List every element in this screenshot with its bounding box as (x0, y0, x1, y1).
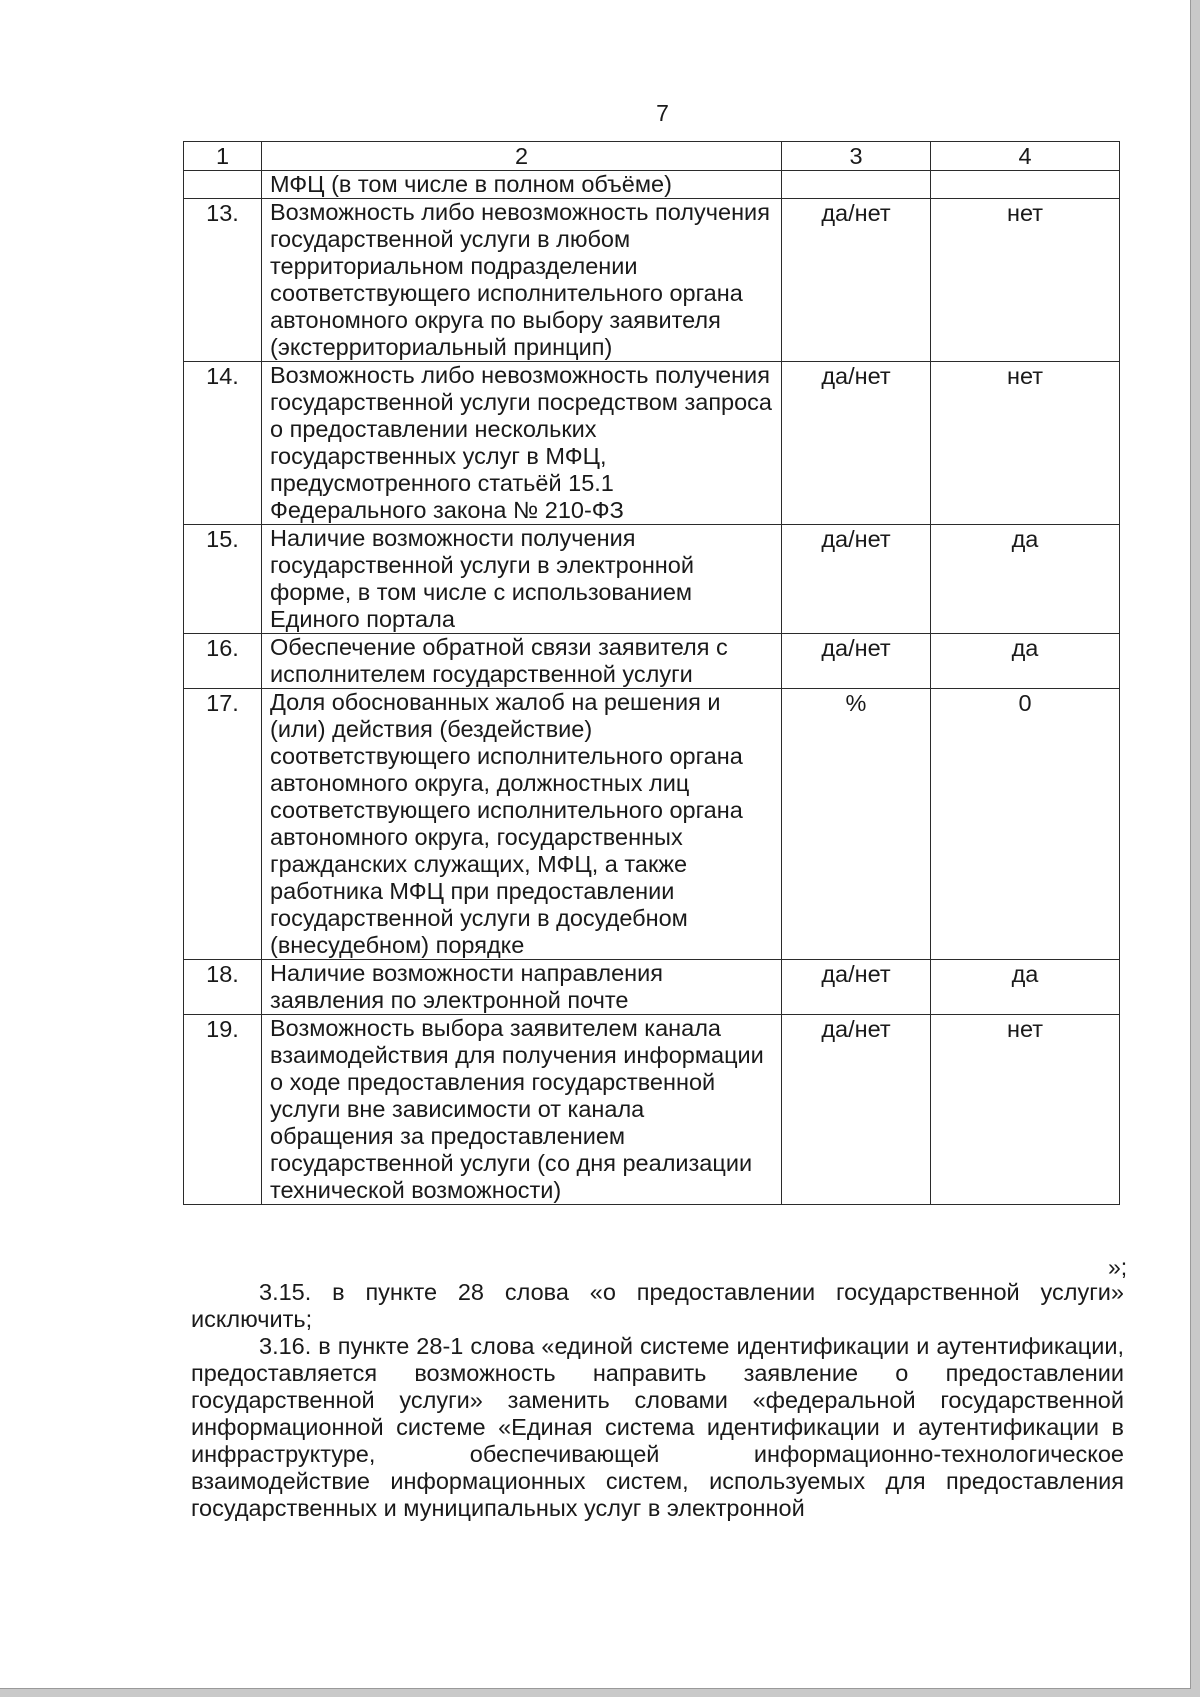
row-number: 13. (184, 199, 262, 362)
row-text: Наличие возможности получения государственной услуги в электронной форме, в том числе с использованием Единого портала (262, 525, 782, 634)
table-row (184, 689, 1120, 960)
row-number: 18. (184, 960, 262, 1015)
page-number: 7 (656, 100, 669, 126)
row-text: Обеспечение обратной связи заявителя с исполнителем государственной услуги (262, 634, 782, 689)
row-number: 15. (184, 525, 262, 634)
header-cell-1: 1 (184, 142, 262, 171)
row-text: МФЦ (в том числе в полном объёме) (262, 171, 782, 199)
header-cell-4: 4 (931, 142, 1120, 171)
row-number: 19. (184, 1015, 262, 1205)
row-number: 14. (184, 362, 262, 525)
row-text: Возможность либо невозможность получения государственной услуги в любом территориальном подразделении соответствующего исполнительного органа автономного округа по выбору заявителя (экстерриториальный принцип) (262, 199, 782, 362)
row-unit: да/нет (782, 525, 931, 634)
table-row (184, 634, 1120, 689)
row-number: 17. (184, 689, 262, 960)
table-row (184, 960, 1120, 1015)
table-row (184, 1015, 1120, 1205)
row-text: Возможность выбора заявителем канала взаимодействия для получения информации о ходе предоставления государственной услуги вне зависимости от канала обращения за предоставлением государственной услуги (со дня реализации технической возможности) (262, 1015, 782, 1205)
indicators-table (183, 141, 1120, 1205)
row-value: 0 (931, 689, 1120, 960)
row-text: Возможность либо невозможность получения государственной услуги посредством запроса о предоставлении нескольких государственных услуг в МФЦ, предусмотренного статьёй 15.1 Федерального закона № 210-ФЗ (262, 362, 782, 525)
row-value: да (931, 960, 1120, 1015)
paragraph-3-16: 3.16. в пункте 28-1 слова «единой системе идентификации и аутентификации, предоставляется возможность направить заявление о предоставлении государственной услуги» заменить словами «федеральной государственной информационной системе «Единая система идентификации и аутентификации в инфраструктуре, обеспечивающей информационно-технологическое взаимодействие информационных систем, используемых для предоставления государственных и муниципальных услуг в электронной (191, 1333, 1124, 1521)
row-unit (782, 171, 931, 199)
table-row (184, 525, 1120, 634)
row-unit: да/нет (782, 362, 931, 525)
row-unit: да/нет (782, 634, 931, 689)
paragraph-3-15: 3.15. в пункте 28 слова «о предоставлении государственной услуги» исключить; (191, 1279, 1124, 1332)
row-value: да (931, 525, 1120, 634)
row-number: 16. (184, 634, 262, 689)
row-value: нет (931, 362, 1120, 525)
row-unit: % (782, 689, 931, 960)
row-value: да (931, 634, 1120, 689)
table-row (184, 362, 1120, 525)
table-row-continuation (184, 171, 1120, 199)
row-text: Доля обоснованных жалоб на решения и (или) действия (бездействие) соответствующего исполнительного органа автономного округа, должностных лиц соответствующего исполнительного органа автономного округа, государственных гражданских служащих, МФЦ, а также работника МФЦ при предоставлении государственной услуги в досудебном (внесудебном) порядке (262, 689, 782, 960)
row-value: нет (931, 1015, 1120, 1205)
table-row (184, 199, 1120, 362)
header-cell-3: 3 (782, 142, 931, 171)
header-cell-2: 2 (262, 142, 782, 171)
row-unit: да/нет (782, 1015, 931, 1205)
table-header-row (184, 142, 1120, 171)
row-text: Наличие возможности направления заявления по электронной почте (262, 960, 782, 1015)
row-unit: да/нет (782, 199, 931, 362)
row-unit: да/нет (782, 960, 931, 1015)
row-number (184, 171, 262, 199)
row-value: нет (931, 199, 1120, 362)
row-value (931, 171, 1120, 199)
closing-quote: »; (1108, 1254, 1128, 1280)
